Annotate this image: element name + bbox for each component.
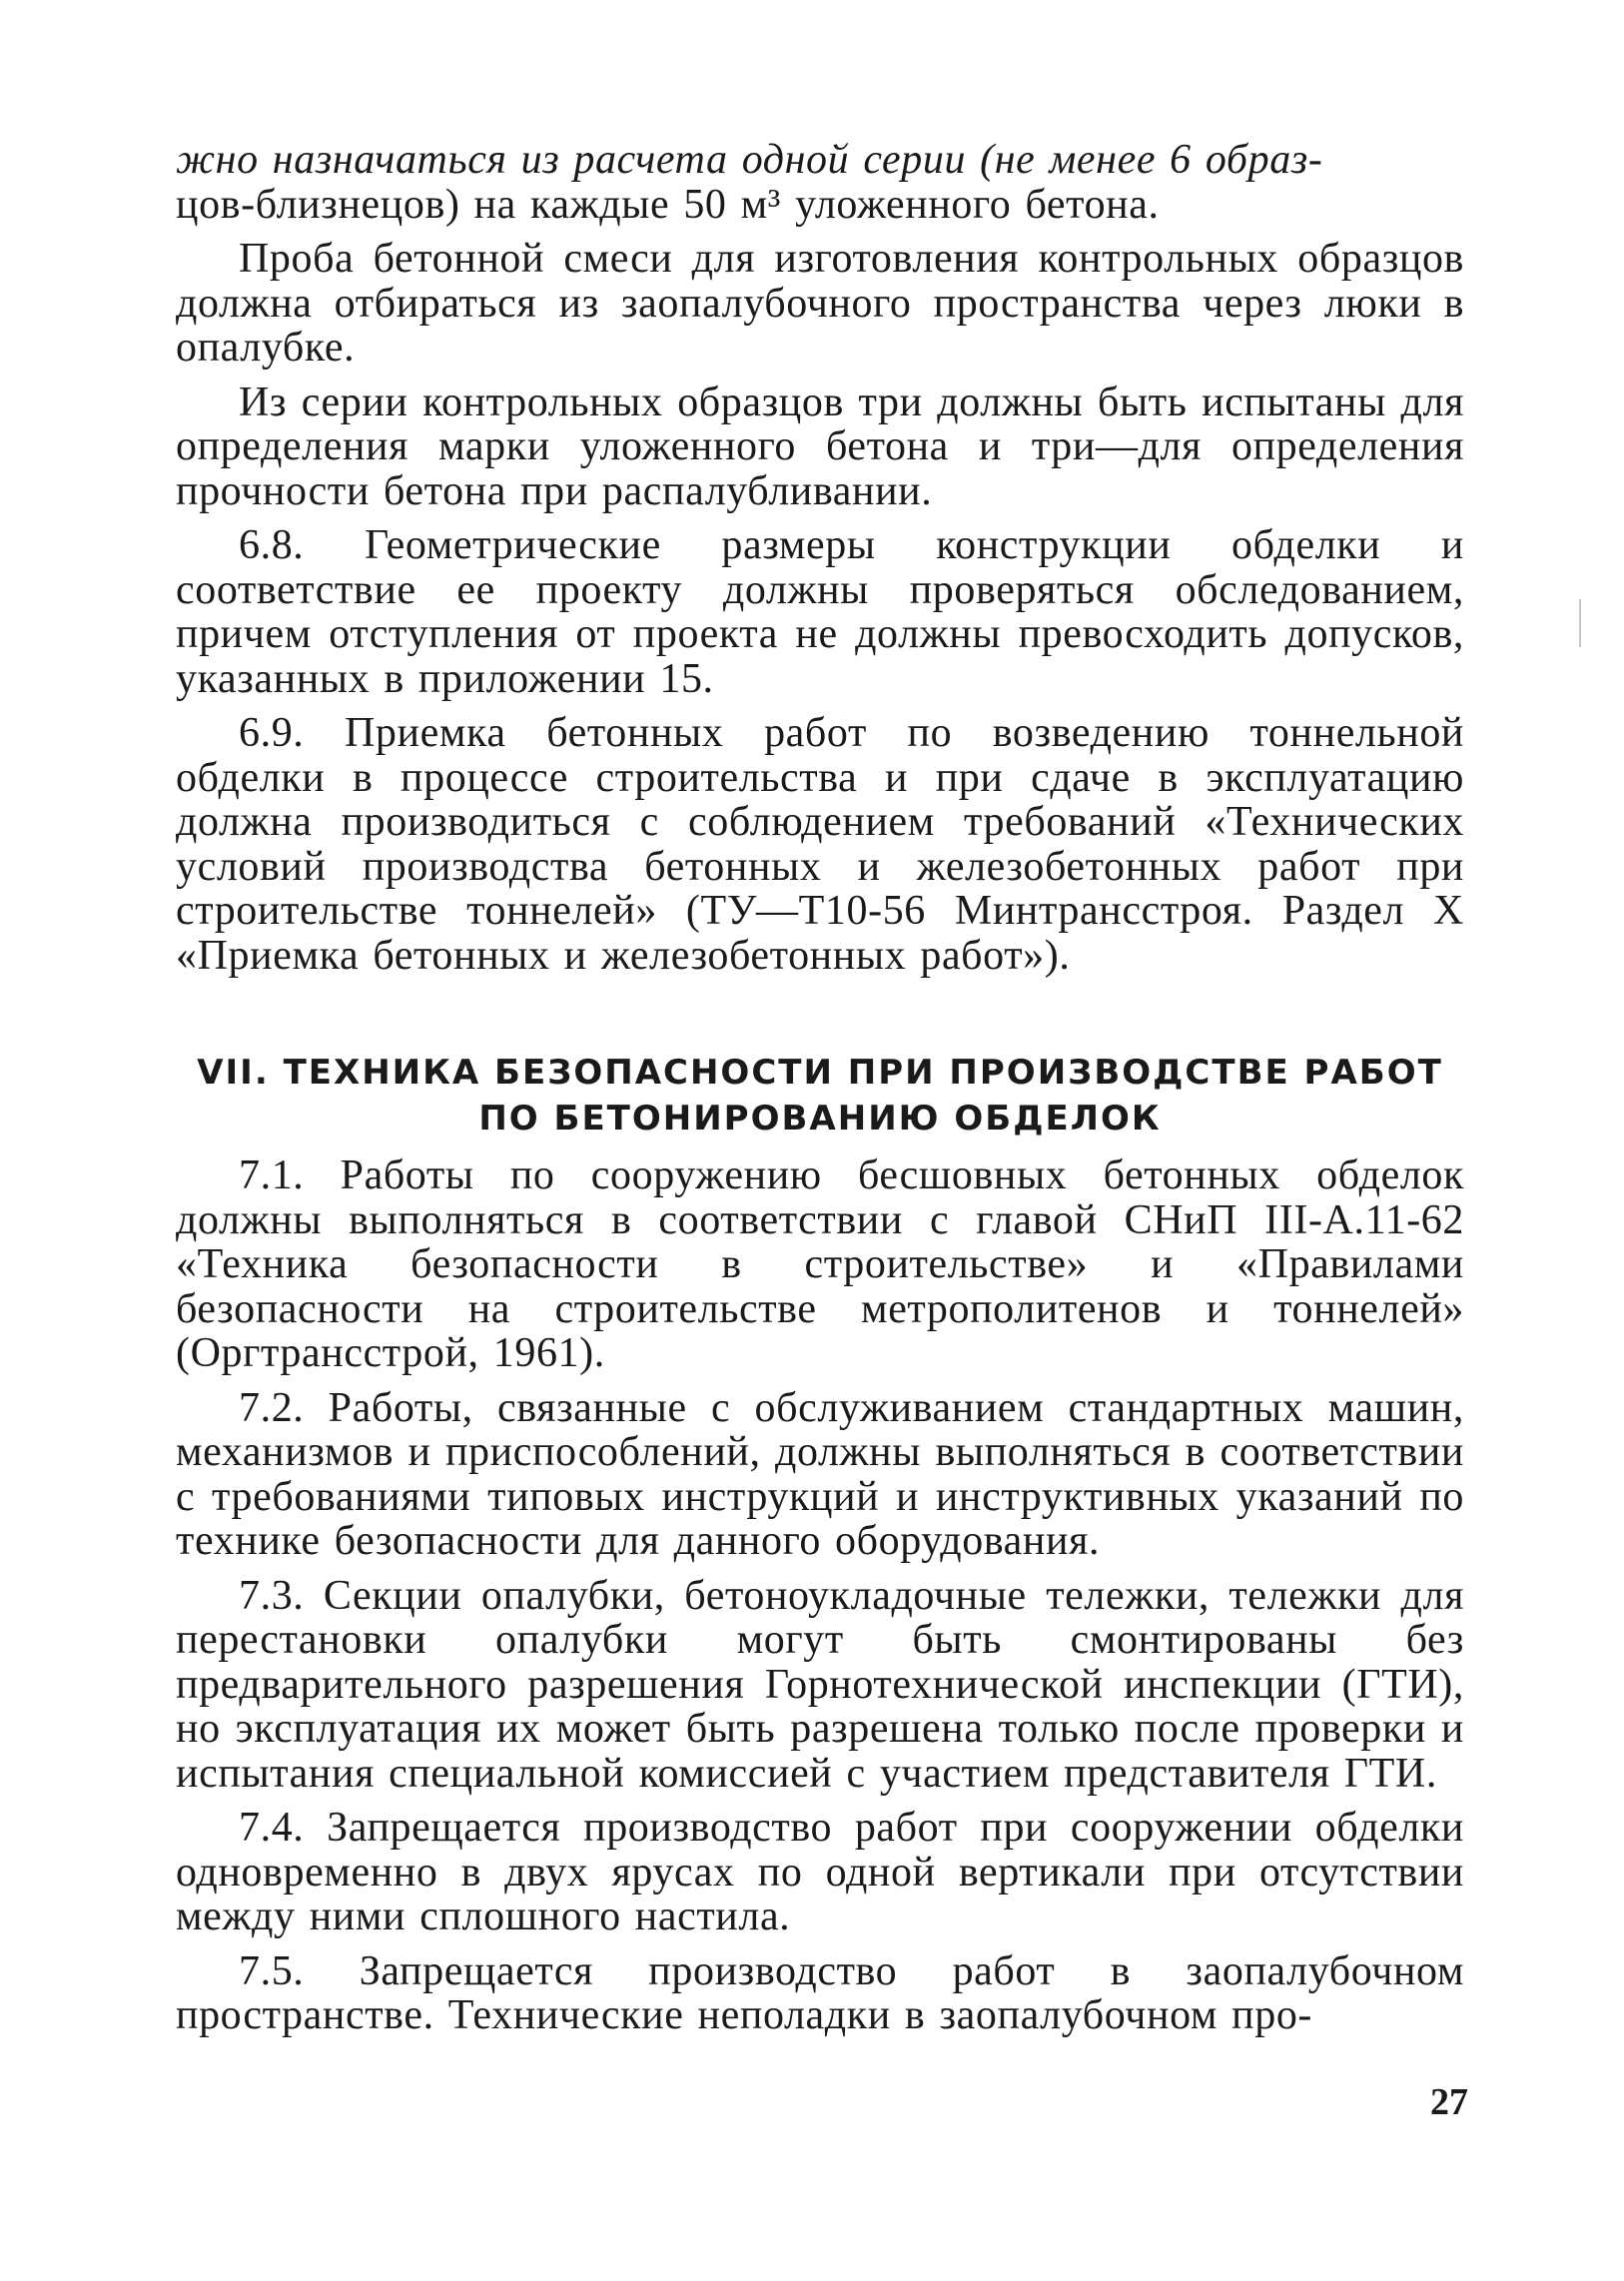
continuation-text: цов-близнецов) на каждые 50 м³ уложенного бетона. [176, 181, 1160, 228]
document-page [176, 138, 1464, 2048]
paragraph-7-2: 7.2. Работы, связанные с обслуживанием стандартных машин, механизмов и приспособлений, должны выполняться в соответствии с требованиями типовых инструкций и инструктивных указаний по технике безопасности для данного оборудования. [176, 1384, 1464, 1564]
section-heading [176, 1050, 1464, 1141]
italic-continuation: жно назначаться из расчета одной серии (не менее 6 образ- [176, 137, 1323, 183]
paragraph-7-3: 7.3. Секции опалубки, бетоноукладочные тележки, тележки для перестановки опалубки могут быть смонтированы без предварительного разрешения Горнотехнической инспекции (ГТИ), но эксплуатация их может быть разрешена только после проверки и испытания специальной комиссией с участием представителя ГТИ. [176, 1572, 1464, 1797]
paragraph-iz-serii: Из серии контрольных образцов три должны быть испытаны для определения марки уложенного бетона и три—для определения прочности бетона при распалубливании. [176, 379, 1464, 514]
paragraph-6-8: 6.8. Геометрические размеры конструкции обделки и соответствие ее проекту должны проверяться обследованием, причем отступления от проекта не должны превосходить допусков, указанных в приложении 15. [176, 522, 1464, 702]
paragraph-proba: Проба бетонной смеси для изготовления контрольных образцов должна отбираться из заопалубочного пространства через люки в опалубке. [176, 236, 1464, 371]
paragraph-7-5: 7.5. Запрещается производство работ в заопалубочном пространстве. Технические неполадки в заопалубочном про- [176, 1947, 1464, 2038]
paragraph-6-9: 6.9. Приемка бетонных работ по возведению тоннельной обделки в процессе строительства и при сдаче в эксплуатацию должна производиться с соблюдением требований «Технических условий производства бетонных и железобетонных работ при строительстве тоннелей» (ТУ—Т10-56 Минтрансстроя. Раздел X «Приемка бетонных и железобетонных работ»). [176, 710, 1464, 979]
paragraph-continuation [176, 138, 1464, 227]
section-heading-line1: VII. ТЕХНИКА БЕЗОПАСНОСТИ ПРИ ПРОИЗВОДСТВЕ РАБОТ [197, 1053, 1443, 1093]
page-number: 27 [1430, 2081, 1468, 2123]
paragraph-7-1: 7.1. Работы по сооружению бесшовных бетонных обделок должны выполняться в соответствии с главой СНиП III-А.11-62 «Техника безопасности в строительстве» и «Правилами безопасности на строительстве метрополитенов и тоннелей» (Оргтрансстрой, 1961). [176, 1152, 1464, 1376]
paragraph-7-4: 7.4. Запрещается производство работ при сооружении обделки одновременно в двух ярусах по одной вертикали при отсутствии между ними сплошного настила. [176, 1805, 1464, 1939]
margin-mark [1579, 599, 1581, 647]
section-heading-line2: ПО БЕТОНИРОВАНИЮ ОБДЕЛОК [478, 1099, 1162, 1139]
